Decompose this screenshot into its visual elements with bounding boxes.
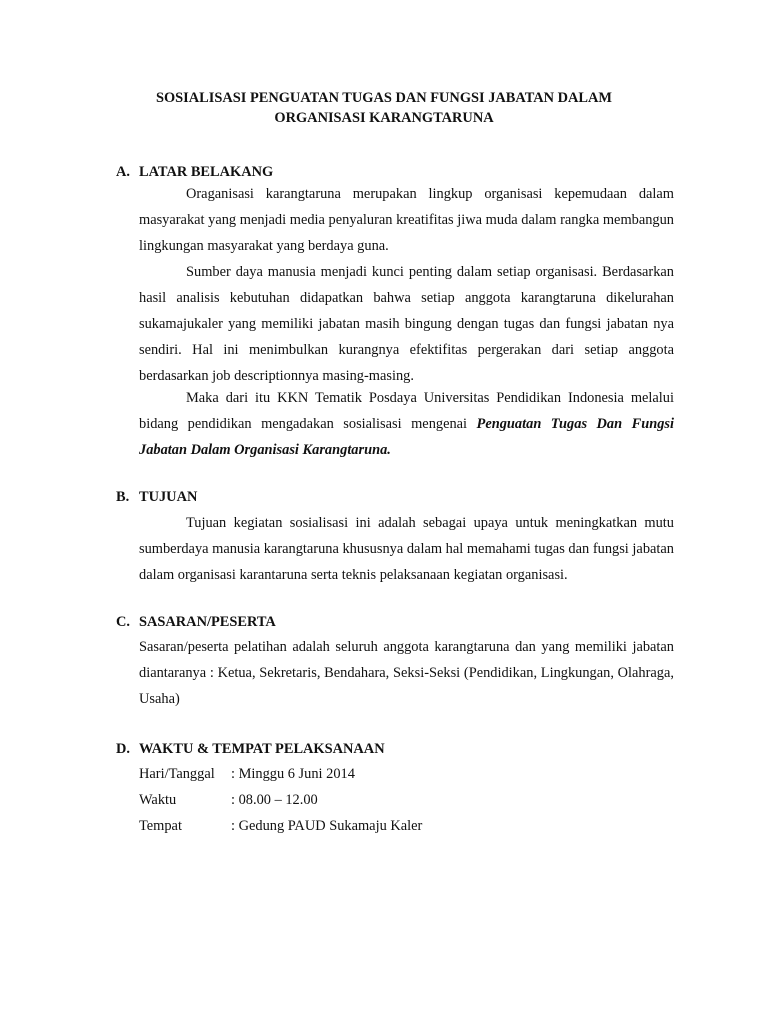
section-d-letter: D.: [116, 741, 130, 757]
section-b-paragraph-1: Tujuan kegiatan sosialisasi ini adalah sebagai upaya untuk meningkatkan mutu sumberdaya manusia karangtaruna khususnya dalam hal memahami tugas dan fungsi jabatan dalam organisasi karantaruna serta teknis pelaksanaan kegiatan organisasi.: [139, 515, 674, 583]
section-a-paragraph-3-text: Maka dari itu KKN Tematik Posdaya Universitas Pendidikan Indonesia melalui bidang pendidikan mengadakan sosialisasi mengenai: [139, 390, 674, 432]
schedule-date-value: : Minggu 6 Juni 2014: [231, 766, 355, 782]
schedule-time-value: : 08.00 – 12.00: [231, 792, 318, 808]
section-c-title: SASARAN/PESERTA: [139, 614, 276, 630]
section-d-title: WAKTU & TEMPAT PELAKSANAAN: [139, 741, 385, 757]
schedule-time-label: Waktu: [139, 792, 177, 808]
section-b-letter: B.: [116, 489, 130, 505]
schedule-date-label: Hari/Tanggal: [139, 766, 215, 782]
section-b-title: TUJUAN: [139, 489, 198, 505]
section-a-paragraph-2: Sumber daya manusia menjadi kunci penting dalam setiap organisasi. Berdasarkan hasil analisis kebutuhan didapatkan bahwa setiap anggota karangtaruna dikelurahan sukamajukaler yang memiliki jabatan masih bingung dengan tugas dan fungsi jabatan nya sendiri. Hal ini menimbulkan kurangnya efektifitas pergerakan dari setiap anggota berdasarkan job descriptionnya masing-masing.: [139, 264, 674, 384]
section-a-paragraph-3-emphasis: Penguatan Tugas Dan Fungsi Jabatan Dalam Organisasi Karangtaruna.: [139, 416, 675, 458]
section-c-paragraph-1: Sasaran/peserta pelatihan adalah seluruh anggota karangtaruna dan yang memiliki jabatan diantaranya : Ketua, Sekretaris, Bendahara, Seksi-Seksi (Pendidikan, Lingkungan, Olahraga, Usaha): [139, 639, 674, 707]
section-a-paragraph-3: [139, 385, 674, 463]
section-a-letter: A.: [116, 164, 130, 180]
schedule-place-label: Tempat: [139, 818, 182, 834]
document-title-line-2: ORGANISASI KARANGTARUNA: [274, 110, 494, 126]
schedule-place-value: : Gedung PAUD Sukamaju Kaler: [231, 818, 423, 834]
section-c-letter: C.: [116, 614, 130, 630]
document-title-line-1: SOSIALISASI PENGUATAN TUGAS DAN FUNGSI JABATAN DALAM: [155, 90, 613, 106]
section-a-paragraph-1: Oraganisasi karangtaruna merupakan lingkup organisasi kepemudaan dalam masyarakat yang menjadi media penyaluran kreatifitas jiwa muda dalam rangka membangun lingkungan masyarakat yang berdaya guna.: [139, 186, 674, 254]
section-a-title: LATAR BELAKANG: [139, 164, 274, 180]
